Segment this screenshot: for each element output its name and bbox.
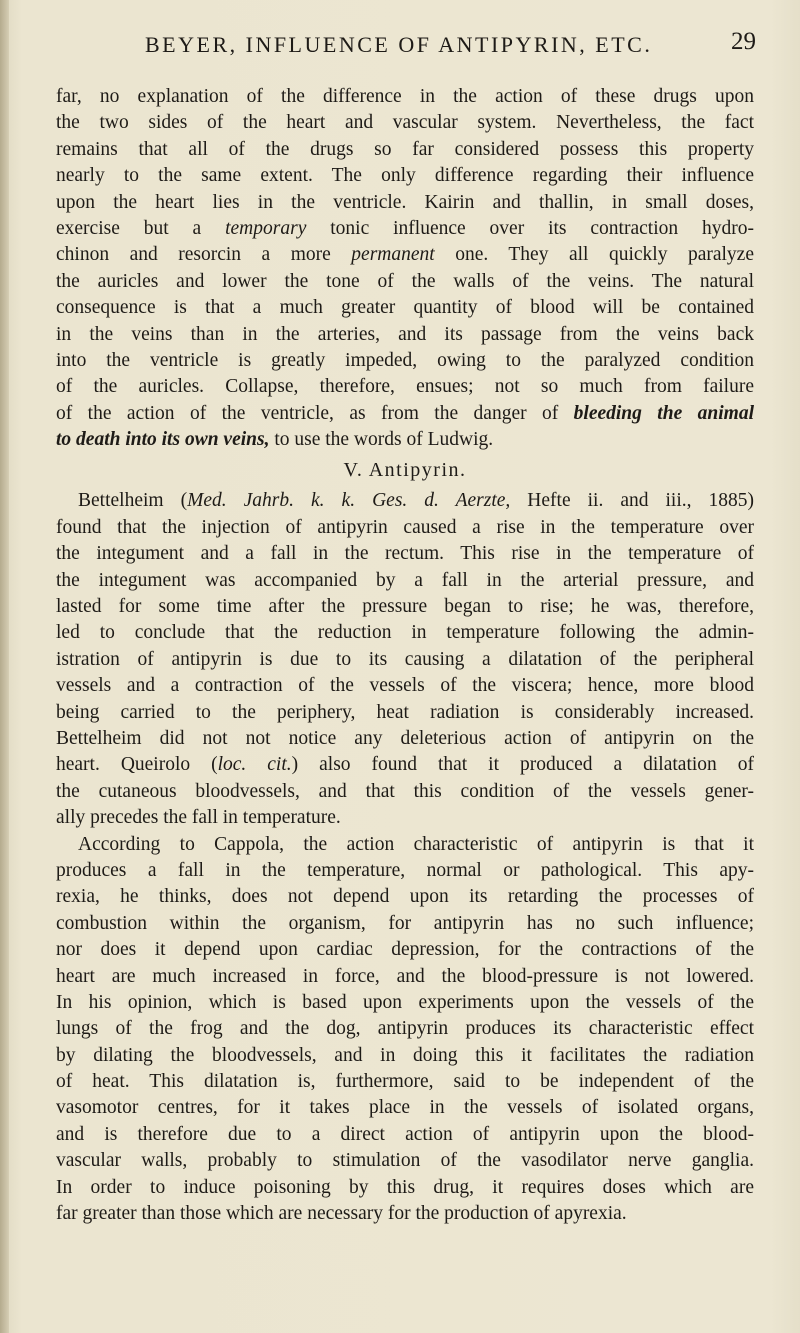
text-line: of heat. This dilatation is, furthermore, said to be independent of the	[56, 1071, 754, 1093]
text-run: Hefte ii. and iii., 1885)	[510, 490, 754, 512]
text-line: the integument was accompanied by a fall in the arterial pressure, and	[56, 569, 754, 591]
text-line: and is therefore due to a direct action of antipyrin upon the blood-	[56, 1123, 754, 1145]
text-line: being carried to the periphery, heat radiation is considerably increased.	[56, 701, 754, 723]
text-run: ) also found that it produced a dilatation of	[291, 754, 754, 776]
body-text	[56, 84, 754, 1227]
text-run: of the action of the ventricle, as from the danger of	[56, 402, 574, 424]
text-run: heart. Queirolo (	[56, 754, 218, 776]
page-number: 29	[731, 28, 756, 55]
running-head: BEYER, INFLUENCE OF ANTIPYRIN, ETC.	[145, 32, 653, 57]
text-line: ally precedes the fall in temperature.	[56, 807, 341, 829]
text-line: nor does it depend upon cardiac depression, for the contractions of the	[56, 939, 754, 961]
text-run: one. They all quickly paralyze	[434, 244, 754, 266]
text-line: rexia, he thinks, does not depend upon its retarding the processes of	[56, 886, 754, 908]
text-line: In order to induce poisoning by this drug, it requires doses which are	[56, 1176, 754, 1198]
text-line: According to Cappola, the action characteristic of antipyrin is that it	[78, 833, 754, 855]
text-line: consequence is that a much greater quantity of blood will be contained	[56, 297, 754, 319]
text-line: into the ventricle is greatly impeded, owing to the paralyzed condition	[56, 349, 754, 371]
text-line: vascular walls, probably to stimulation of the vasodilator nerve ganglia.	[56, 1150, 754, 1172]
text-line	[56, 216, 754, 242]
text-line: produces a fall in the temperature, normal or pathological. This apy-	[56, 859, 754, 881]
text-line	[56, 427, 754, 453]
text-line: far, no explanation of the difference in the action of these drugs upon	[56, 86, 754, 107]
text-run: to use the words of Ludwig.	[269, 429, 494, 451]
text-line: combustion within the organism, for antipyrin has no such influence;	[56, 912, 754, 934]
text-line: heart are much increased in force, and the blood-pressure is not lowered.	[56, 965, 754, 987]
citation-text: Med. Jahrb. k. k. Ges. d. Aerzte,	[187, 490, 511, 512]
text-line: the integument and a fall in the rectum. This rise in the temperature of	[56, 543, 754, 565]
paragraph-3	[56, 832, 754, 1228]
text-run: chinon and resorcin a more	[56, 244, 352, 266]
italic-text: to death into its own veins,	[56, 429, 270, 451]
text-line	[56, 242, 754, 268]
text-line: by dilating the bloodvessels, and in doing this it facilitates the radiation	[56, 1044, 754, 1066]
text-run: tonic influence over its contraction hydro-	[306, 217, 754, 239]
text-line: In his opinion, which is based upon experiments upon the vessels of the	[56, 991, 754, 1013]
text-line: upon the heart lies in the ventricle. Kairin and thallin, in small doses,	[56, 191, 754, 213]
text-line: far greater than those which are necessary for the production of apyrexia.	[56, 1203, 627, 1225]
text-run: exercise but a	[56, 217, 226, 239]
page-gutter-shadow	[0, 0, 9, 1333]
text-line: nearly to the same extent. The only difference regarding their influence	[56, 165, 754, 187]
text-line: vessels and a contraction of the vessels of the viscera; hence, more blood	[56, 675, 754, 697]
text-line: Bettelheim did not not notice any deleterious action of antipyrin on the	[56, 727, 754, 749]
text-line: the cutaneous bloodvessels, and that this condition of the vessels gener-	[56, 780, 754, 802]
text-line: of the auricles. Collapse, therefore, ensues; not so much from failure	[56, 376, 754, 398]
text-line: found that the injection of antipyrin caused a rise in the temperature over	[56, 516, 754, 538]
text-line: the two sides of the heart and vascular system. Nevertheless, the fact	[56, 112, 754, 134]
italic-text: bleeding the animal	[573, 402, 754, 424]
italic-text: permanent	[351, 244, 435, 266]
page-header	[0, 28, 800, 68]
text-line: istration of antipyrin is due to its causing a dilatation of the peripheral	[56, 648, 754, 670]
citation-text: loc. cit.	[217, 754, 292, 776]
text-run: Bettelheim (	[78, 490, 188, 512]
italic-text: temporary	[225, 217, 307, 239]
text-line: lungs of the frog and the dog, antipyrin produces its characteristic effect	[56, 1018, 754, 1040]
text-line	[56, 488, 754, 514]
text-line: in the veins than in the arteries, and its passage from the veins back	[56, 323, 754, 345]
text-line: remains that all of the drugs so far considered possess this property	[56, 138, 754, 160]
text-line	[56, 401, 754, 427]
text-line: the auricles and lower the tone of the walls of the veins. The natural	[56, 270, 754, 292]
text-line	[56, 752, 754, 778]
section-heading: V. Antipyrin.	[343, 459, 467, 482]
text-line: vasomotor centres, for it takes place in the vessels of isolated organs,	[56, 1097, 754, 1119]
paragraph-2	[56, 488, 754, 831]
text-line: lasted for some time after the pressure began to rise; he was, therefore,	[56, 596, 754, 618]
paragraph-1	[56, 84, 754, 453]
text-line: led to conclude that the reduction in temperature following the admin-	[56, 622, 754, 644]
